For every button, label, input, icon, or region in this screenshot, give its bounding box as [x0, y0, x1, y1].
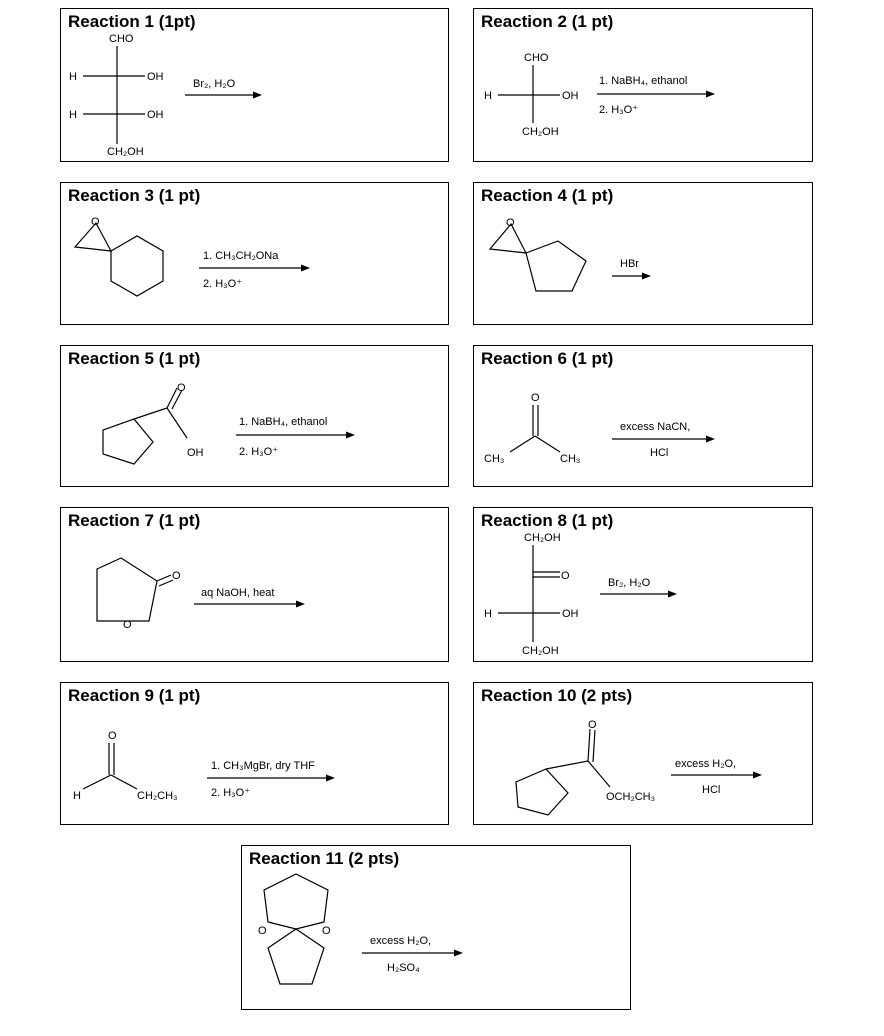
arrowhead [668, 591, 677, 598]
reaction-8-title: Reaction 8 (1 pt) [481, 511, 614, 530]
label-h: H [484, 608, 492, 620]
bond [134, 408, 167, 419]
label-ch3: CH₃ [484, 453, 505, 465]
carbonyl-bond [157, 575, 171, 581]
label-h: H [484, 90, 492, 102]
reaction-5-title: Reaction 5 (1 pt) [68, 349, 201, 368]
label-h: H [69, 71, 77, 83]
reaction-7-structure [61, 508, 449, 662]
label-h: H [73, 790, 81, 802]
label-oh: OH [562, 608, 579, 620]
reaction-4-title: Reaction 4 (1 pt) [481, 186, 614, 205]
label-cho: CHO [109, 33, 134, 45]
reaction-7-panel [60, 507, 449, 662]
reaction-9-panel [60, 682, 449, 825]
label-oh: OH [147, 71, 164, 83]
bond [167, 408, 187, 438]
reagent-line-1: Br₂, H₂O [608, 577, 651, 589]
label-oh: OH [562, 90, 579, 102]
label-oh: OH [187, 447, 204, 459]
label-h: H [69, 109, 77, 121]
reagent-line-2: 2. H₃O⁺ [203, 278, 243, 290]
label-ring-o: O [123, 619, 132, 631]
arrowhead [253, 92, 262, 99]
arrowhead [346, 432, 355, 439]
reagent-line-1: 1. CH₃CH₂ONa [203, 250, 279, 262]
arrowhead [753, 772, 762, 779]
label-o: O [258, 925, 267, 937]
reaction-9-title: Reaction 9 (1 pt) [68, 686, 201, 705]
reaction-11-structure [242, 846, 631, 1010]
reaction-10-panel [473, 682, 813, 825]
reaction-1-structure [61, 9, 449, 162]
cyclohexane-ring [111, 236, 163, 296]
label-o: O [108, 730, 117, 742]
reaction-6-panel [473, 345, 813, 487]
cyclopentane-ring [526, 241, 586, 291]
carbonyl-bond [159, 580, 173, 586]
arrowhead [706, 436, 715, 443]
reagent-line-2: H₂SO₄ [387, 962, 420, 974]
bond [83, 775, 111, 789]
reaction-3-panel [60, 182, 449, 325]
reagent-line-1: Br₂, H₂O [193, 78, 236, 90]
reagent-line-1: 1. NaBH₄, ethanol [239, 416, 328, 428]
label-ch2oh: CH₂OH [107, 146, 144, 158]
bond [588, 761, 610, 787]
arrowhead [454, 950, 463, 957]
reaction-4-structure [474, 183, 813, 325]
carbonyl-bond [593, 730, 595, 762]
bond [510, 436, 535, 452]
bond [535, 436, 560, 452]
reagent-line-2: HCl [702, 784, 721, 796]
reaction-5-structure [61, 346, 449, 487]
reaction-1-title: Reaction 1 (1pt) [68, 12, 196, 31]
reaction-2-title: Reaction 2 (1 pt) [481, 12, 614, 31]
lactone-ring [97, 558, 157, 621]
label-ch2oh: CH₂OH [522, 126, 559, 138]
label-cho: CHO [524, 52, 549, 64]
reagent-line-1: 1. NaBH₄, ethanol [599, 75, 688, 87]
arrowhead [301, 265, 310, 272]
label-och2ch3: OCH₂CH₃ [606, 791, 656, 803]
label-ch2oh: CH₂OH [524, 532, 561, 544]
dioxane-ring [264, 874, 328, 929]
reaction-9-structure [61, 683, 449, 825]
reaction-10-structure [474, 683, 813, 825]
reaction-11-panel [241, 845, 631, 1010]
reagent-line-2: 2. H₃O⁺ [599, 104, 639, 116]
label-oh: OH [147, 109, 164, 121]
reaction-4-panel [473, 182, 813, 325]
label-o: O [588, 719, 597, 731]
reagent-line-1: HBr [620, 258, 639, 270]
reagent-line-2: 2. H₃O⁺ [211, 787, 251, 799]
label-o: O [91, 216, 100, 228]
reaction-3-title: Reaction 3 (1 pt) [68, 186, 201, 205]
reaction-10-title: Reaction 10 (2 pts) [481, 686, 633, 705]
arrowhead [642, 273, 651, 280]
reagent-line-1: excess H₂O, [675, 758, 737, 770]
bond [546, 761, 588, 769]
carbonyl-bond [588, 729, 590, 761]
arrowhead [326, 775, 335, 782]
label-ch2oh: CH₂OH [522, 645, 559, 657]
reaction-8-panel [473, 507, 813, 662]
label-ch3: CH₃ [560, 453, 581, 465]
cyclopentane-ring [268, 929, 324, 984]
reaction-11-title: Reaction 11 (2 pts) [249, 849, 400, 868]
cyclopentane-ring [103, 419, 153, 464]
reaction-3-structure [61, 183, 449, 325]
arrowhead [296, 601, 305, 608]
reaction-1-panel [60, 8, 449, 162]
reaction-5-panel [60, 345, 449, 487]
label-o: O [177, 382, 186, 394]
label-o: O [561, 570, 570, 582]
cyclopentane-ring [516, 769, 568, 815]
label-o: O [531, 392, 540, 404]
reagent-line-2: 2. H₃O⁺ [239, 446, 279, 458]
reaction-8-structure [474, 508, 813, 662]
reaction-7-title: Reaction 7 (1 pt) [68, 511, 201, 530]
label-o: O [322, 925, 331, 937]
label-o: O [506, 217, 515, 229]
reagent-line-1: excess NaCN, [620, 421, 691, 433]
reagent-line-2: HCl [650, 447, 669, 459]
reaction-2-panel [473, 8, 813, 162]
label-ch2ch3: CH₂CH₃ [137, 790, 178, 802]
bond [111, 775, 137, 789]
reaction-6-structure [474, 346, 813, 487]
reagent-line-1: excess H₂O, [370, 935, 432, 947]
label-carbonyl-o: O [172, 570, 181, 582]
reagent-line-1: 1. CH₃MgBr, dry THF [211, 760, 315, 772]
reagent-line-1: aq NaOH, heat [201, 587, 275, 599]
arrowhead [706, 91, 715, 98]
reaction-6-title: Reaction 6 (1 pt) [481, 349, 614, 368]
reaction-2-structure [474, 9, 813, 162]
carbonyl-bond [167, 388, 177, 408]
